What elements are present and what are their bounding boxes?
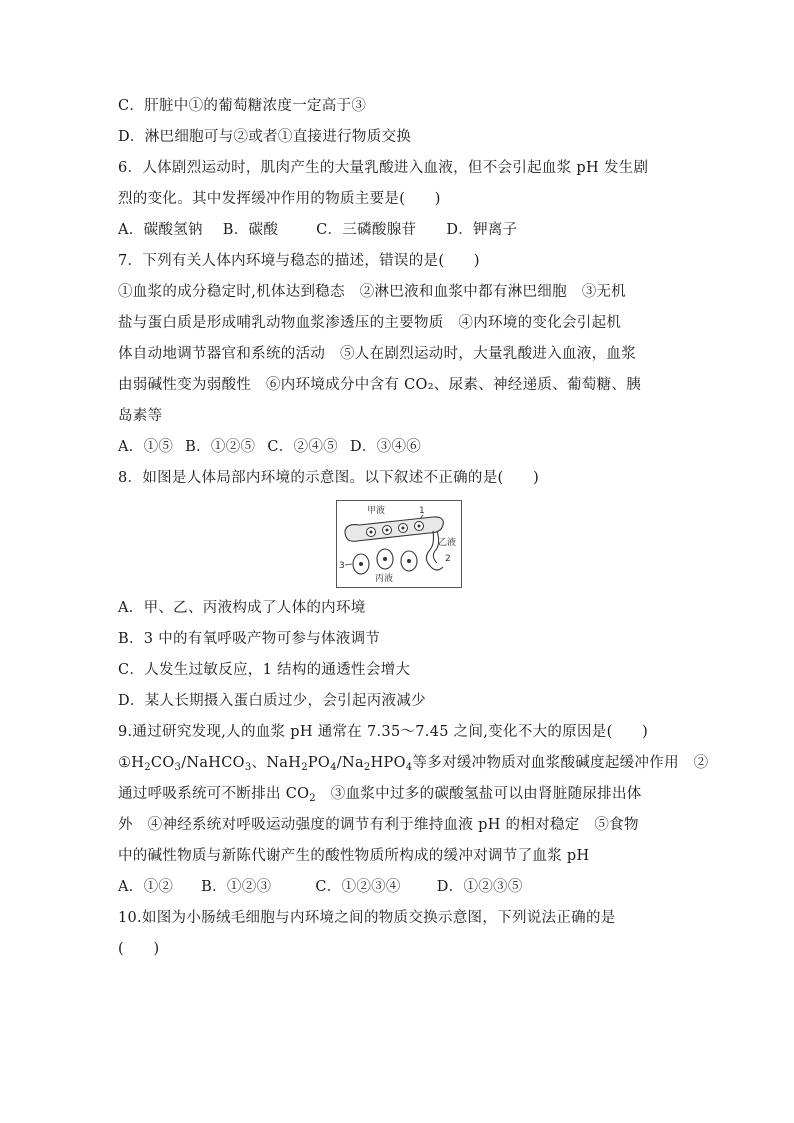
subscript: 3	[174, 762, 182, 773]
question-10-stem-cont: ( )	[118, 941, 160, 957]
question-10-stem: 10.如图为小肠绒毛细胞与内环境之间的物质交换示意图，下列说法正确的是	[118, 910, 616, 926]
option-d-q5: D．淋巴细胞可与②或者①直接进行物质交换	[118, 129, 412, 145]
option-b: B．①②⑤	[185, 439, 256, 455]
question-8-option-a: A．甲、乙、丙液构成了人体的内环境	[118, 600, 366, 616]
question-8-option-b: B．3 中的有氧呼吸产物可参与体液调节	[118, 631, 381, 647]
question-9-stem: 9.通过研究发现,人的血浆 pH 通常在 7.35～7.45 之间,变化不大的原因是( )	[118, 724, 649, 740]
subscript: 2	[363, 762, 371, 773]
option-a: A．①②	[118, 879, 174, 895]
option-a: A．①⑤	[118, 439, 174, 455]
text-run: ③血浆中过多的碳酸氢盐可以由肾脏随尿排出体	[315, 786, 642, 802]
question-9-statements: 外 ④神经系统对呼吸运动强度的调节有利于维持血液 pH 的相对稳定 ⑤食物	[118, 817, 639, 833]
label-yi: 乙液	[438, 538, 457, 548]
label-2: 2	[445, 554, 451, 564]
subscript: 2	[144, 762, 151, 773]
option-c-q5: C．肝脏中①的葡萄糖浓度一定高于③	[118, 98, 367, 114]
text-run: PO	[307, 755, 331, 771]
text-run: ①H	[118, 755, 145, 771]
option-c: C．①②③④	[315, 879, 401, 895]
question-7-statements: 体自动地调节器官和系统的活动 ⑤人在剧烈运动时，大量乳酸进入血液，血浆	[118, 346, 636, 362]
text-run: 等多对缓冲物质对血浆酸碱度起缓冲作用 ②	[412, 755, 709, 771]
subscript: 4	[405, 762, 413, 773]
subscript: 2	[301, 762, 308, 773]
blood-vessel	[345, 517, 443, 541]
figure-drawing	[337, 501, 461, 587]
internal-environment-figure	[336, 500, 462, 588]
question-8-stem: 8．如图是人体局部内环境的示意图。以下叙述不正确的是( )	[118, 470, 540, 486]
question-7-statements: ①血浆的成分稳定时,机体达到稳态 ②淋巴液和血浆中都有淋巴细胞 ③无机	[118, 284, 627, 300]
text-run: /NaHCO	[181, 755, 245, 771]
question-6-stem: 6．人体剧烈运动时，肌肉产生的大量乳酸进入血液，但不会引起血浆 pH 发生剧	[118, 160, 649, 176]
option-b: B．碳酸	[222, 222, 279, 238]
text-run: 通过呼吸系统可不断排出 CO	[118, 786, 310, 802]
subscript: 4	[330, 762, 337, 773]
question-7-statements: 由弱碱性变为弱酸性 ⑥内环境成分中含有 CO₂、尿素、神经递质、葡萄糖、胰	[118, 377, 642, 393]
subscript: 3	[244, 762, 252, 773]
question-6-options	[118, 220, 517, 240]
label-jia: 甲液	[367, 506, 386, 516]
label-bing: 丙液	[375, 574, 394, 584]
question-6-stem-cont: 烈的变化。其中发挥缓冲作用的物质主要是( )	[118, 191, 441, 207]
question-7-options	[118, 437, 421, 457]
question-8-option-c: C．人发生过敏反应，1 结构的通透性会增大	[118, 662, 411, 678]
option-a: A．碳酸氢钠	[118, 222, 203, 238]
question-7-statements: 盐与蛋白质是形成哺乳动物血浆渗透压的主要物质 ④内环境的变化会引起机	[118, 315, 622, 331]
text-run: HPO	[370, 755, 406, 771]
option-d: D．③④⑥	[349, 439, 422, 455]
question-9-options	[118, 877, 523, 897]
question-7-statements: 岛素等	[118, 408, 163, 424]
text-run: 、NaH	[251, 755, 302, 771]
option-b: B．①②③	[201, 879, 272, 895]
question-9-statements	[118, 784, 642, 804]
text-run: /Na	[336, 755, 364, 771]
text-run: CO	[150, 755, 175, 771]
label-1: 1	[419, 506, 425, 516]
question-9-statements	[118, 753, 708, 773]
lymph-vessel	[426, 531, 443, 570]
option-d: D．①②③⑤	[436, 879, 523, 895]
option-d: D．钾离子	[446, 222, 518, 238]
option-c: C．②④⑤	[267, 439, 338, 455]
question-9-statements: 中的碱性物质与新陈代谢产生的酸性物质所构成的缓冲对调节了血浆 pH	[118, 848, 590, 864]
subscript: 2	[309, 793, 316, 804]
question-7-stem: 7．下列有关人体内环境与稳态的描述，错误的是( )	[118, 253, 480, 269]
question-8-option-d: D．某人长期摄入蛋白质过少，会引起丙液减少	[118, 693, 426, 709]
label-3: 3	[339, 561, 345, 571]
option-c: C．三磷酸腺苷	[316, 222, 417, 238]
